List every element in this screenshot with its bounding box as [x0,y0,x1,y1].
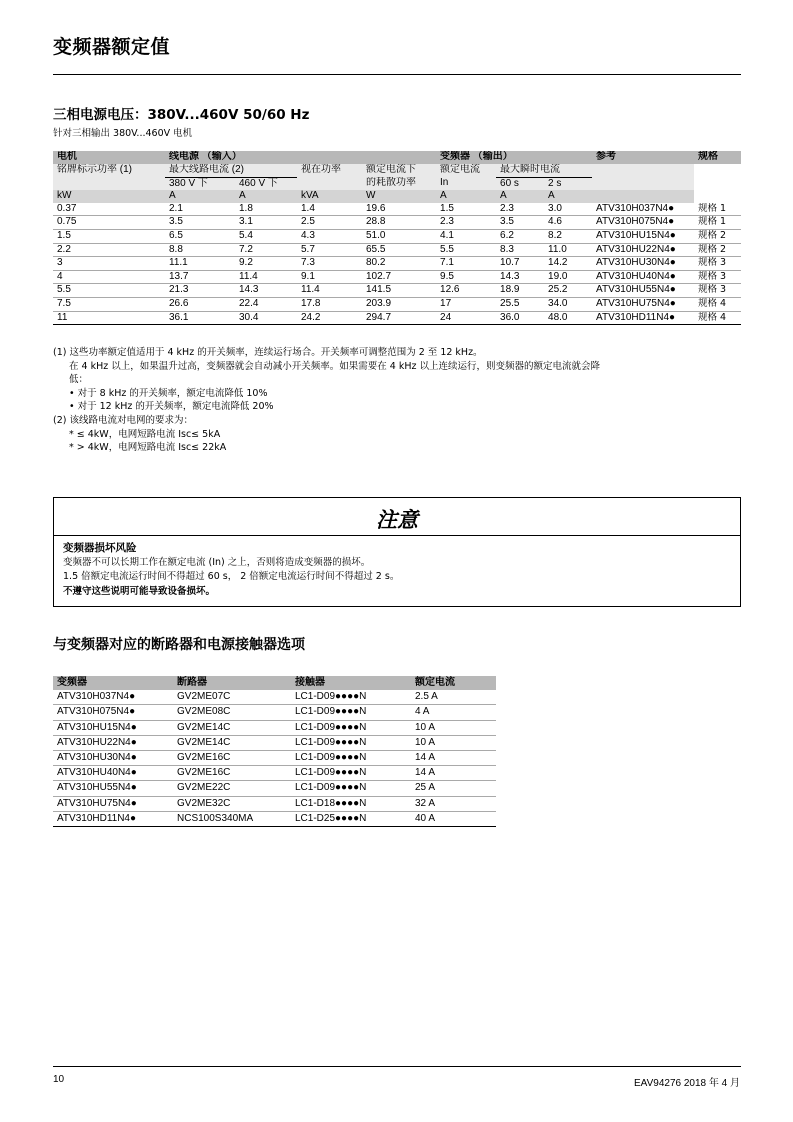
breaker-table-row [53,705,496,720]
cell-dissipated-power: 51.0 [362,229,436,243]
cell-drive: ATV310HU55N4● [53,781,173,796]
footnote-2-item-1: * ≤ 4kW，电网短路电流 Isc≤ 5kA [69,428,221,440]
header-dissipated-power: 额定电流下 [362,164,436,177]
cell-drive: ATV310HU22N4● [53,735,173,750]
cell-drive: ATV310HU30N4● [53,750,173,765]
footnotes [53,346,743,455]
cell-rated-current: 9.5 [436,270,496,284]
cell-rated-current: 40 A [411,811,496,826]
cell-drive: ATV310HD11N4● [53,811,173,826]
cell-power-kw: 7.5 [53,297,165,311]
cell-breaker: NCS100S340MA [173,811,291,826]
caution-heading: 变频器损坏风险 [63,542,137,554]
header-max-line-current: 最大线路电流 (2) [165,164,297,177]
cell-rated-current: 32 A [411,796,496,811]
rating-table-row [53,297,741,311]
cell-power-kw: 11 [53,311,165,325]
cell-current-380v: 6.5 [165,229,235,243]
cell-apparent-power: 4.3 [297,229,362,243]
cell-current-460v: 7.2 [235,243,297,257]
cell-reference: ATV310HU22N4● [592,243,694,257]
cell-drive: ATV310HU40N4● [53,766,173,781]
cell-current-60s: 8.3 [496,243,544,257]
rating-table-row [53,203,741,216]
cell-drive: ATV310HU75N4● [53,796,173,811]
cell-rated-current: 10 A [411,720,496,735]
cell-reference: ATV310HU75N4● [592,297,694,311]
caution-line-1: 变频器不可以长期工作在额定电流 (In) 之上，否则将造成变频器的损坏。 [63,556,371,568]
document-reference: EAV94276 2018 年 4 月 [634,1078,740,1089]
cell-rated-current: 4.1 [436,229,496,243]
cell-current-60s: 14.3 [496,270,544,284]
header-spec: 规格 [694,151,741,164]
cell-spec: 规格 4 [694,311,741,325]
header-rated-power: 铭牌标示功率 (1) [53,164,165,177]
header-blank-ref-2 [592,177,694,190]
unit-kw: kW [53,190,165,203]
caution-line-2: 1.5 倍额定电流运行时间不得超过 60 s， 2 倍额定电流运行时间不得超过 2 s。 [63,571,400,582]
cell-current-2s: 25.2 [544,284,592,298]
unit-w: W [362,190,436,203]
rating-table-row [53,243,741,257]
cell-power-kw: 4 [53,270,165,284]
cell-power-kw: 2.2 [53,243,165,257]
cell-contactor: LC1-D25●●●●N [291,811,411,826]
cell-current-460v: 3.1 [235,216,297,230]
cell-contactor: LC1-D09●●●●N [291,750,411,765]
header-in: In [436,177,496,190]
header-motor: 电机 [53,151,165,164]
header-2s: 2 s [544,177,592,190]
cell-current-2s: 14.2 [544,257,592,271]
header-drive-output: 变频器 （输出） [436,151,592,164]
unit-a-in: A [436,190,496,203]
cell-current-2s: 3.0 [544,203,592,216]
cell-current-60s: 10.7 [496,257,544,271]
rating-table-row [53,229,741,243]
cell-current-380v: 36.1 [165,311,235,325]
cell-spec: 规格 3 [694,270,741,284]
rating-table-row [53,216,741,230]
unit-kva: kVA [297,190,362,203]
cell-current-2s: 8.2 [544,229,592,243]
cell-rated-current: 25 A [411,781,496,796]
cell-power-kw: 0.75 [53,216,165,230]
header-rated-current: 额定电流 [436,164,496,177]
cell-breaker: GV2ME32C [173,796,291,811]
cell-current-2s: 48.0 [544,311,592,325]
cell-dissipated-power: 141.5 [362,284,436,298]
cell-rated-current: 12.6 [436,284,496,298]
cell-current-2s: 11.0 [544,243,592,257]
cell-current-380v: 11.1 [165,257,235,271]
cell-contactor: LC1-D09●●●●N [291,781,411,796]
header-dissipated-power-2: 的耗散功率 [362,177,436,190]
unit-a-2s: A [544,190,592,203]
header-reference: 参考 [592,151,694,164]
header-blank-spec [694,164,741,177]
header-line-supply: 线电源 （输入） [165,151,436,164]
page-number: 10 [53,1074,65,1085]
breaker-contactor-table [53,676,496,827]
caution-divider [54,535,740,536]
table-units-row [53,190,741,203]
header-contactor: 接触器 [291,676,411,690]
footer-divider [53,1066,741,1067]
cell-rated-current: 7.1 [436,257,496,271]
cell-rated-current: 4 A [411,705,496,720]
cell-spec: 规格 1 [694,203,741,216]
cell-current-460v: 9.2 [235,257,297,271]
cell-current-460v: 5.4 [235,229,297,243]
footnote-1-cont: 在 4 kHz 以上，如果温升过高，变频器就会自动减小开关频率。如果需要在 4 kHz 以上连续运行，则变频器的额定电流就会降 [69,360,600,372]
cell-current-380v: 26.6 [165,297,235,311]
rating-table-row [53,270,741,284]
section-title-breakers: 与变频器对应的断路器和电源接触器选项 [53,637,305,653]
cell-dissipated-power: 65.5 [362,243,436,257]
cell-breaker: GV2ME14C [173,735,291,750]
cell-reference: ATV310HU40N4● [592,270,694,284]
rating-table-row [53,284,741,298]
header-blank-power [53,177,165,190]
breaker-table-row [53,735,496,750]
cell-reference: ATV310HU30N4● [592,257,694,271]
cell-reference: ATV310H075N4● [592,216,694,230]
cell-rated-current: 24 [436,311,496,325]
cell-current-380v: 21.3 [165,284,235,298]
caution-box [53,497,741,607]
cell-current-380v: 3.5 [165,216,235,230]
cell-power-kw: 0.37 [53,203,165,216]
breaker-table-row [53,750,496,765]
footnote-1-cont-2: 低： [69,374,89,386]
footnote-2: (2) 该线路电流对电网的要求为： [53,414,193,426]
cell-current-460v: 14.3 [235,284,297,298]
cell-dissipated-power: 28.8 [362,216,436,230]
cell-spec: 规格 2 [694,229,741,243]
footnote-2-item-2: * > 4kW，电网短路电流 Isc≤ 22kA [69,442,227,454]
cell-breaker: GV2ME16C [173,750,291,765]
cell-apparent-power: 1.4 [297,203,362,216]
cell-dissipated-power: 80.2 [362,257,436,271]
table-header-row-3 [53,177,741,190]
cell-drive: ATV310H037N4● [53,690,173,705]
cell-rated-current: 14 A [411,750,496,765]
cell-contactor: LC1-D09●●●●N [291,720,411,735]
cell-reference: ATV310H037N4● [592,203,694,216]
cell-current-380v: 13.7 [165,270,235,284]
header-drive: 变频器 [53,676,173,690]
cell-dissipated-power: 294.7 [362,311,436,325]
cell-reference: ATV310HU15N4● [592,229,694,243]
section-title-power-supply: 三相电源电压：380V...460V 50/60 Hz [53,107,310,123]
header-60s: 60 s [496,177,544,190]
caution-footer: 不遵守这些说明可能导致设备损坏。 [63,585,216,597]
cell-reference: ATV310HD11N4● [592,311,694,325]
cell-apparent-power: 7.3 [297,257,362,271]
unit-blank-ref [592,190,694,203]
cell-breaker: GV2ME22C [173,781,291,796]
cell-contactor: LC1-D09●●●●N [291,766,411,781]
cell-current-2s: 34.0 [544,297,592,311]
cell-rated-current: 14 A [411,766,496,781]
cell-current-460v: 30.4 [235,311,297,325]
cell-apparent-power: 9.1 [297,270,362,284]
breaker-table-row [53,811,496,826]
cell-current-60s: 18.9 [496,284,544,298]
cell-spec: 规格 3 [694,257,741,271]
cell-apparent-power: 17.8 [297,297,362,311]
cell-breaker: GV2ME14C [173,720,291,735]
header-blank-ref [592,164,694,177]
header-apparent-power: 视在功率 [297,164,362,177]
cell-apparent-power: 24.2 [297,311,362,325]
cell-current-380v: 8.8 [165,243,235,257]
page-title: 变频器额定值 [53,36,171,58]
cell-contactor: LC1-D09●●●●N [291,705,411,720]
cell-current-60s: 6.2 [496,229,544,243]
header-blank-spec-2 [694,177,741,190]
cell-current-380v: 2.1 [165,203,235,216]
cell-current-60s: 3.5 [496,216,544,230]
cell-spec: 规格 2 [694,243,741,257]
breaker-table-row [53,690,496,705]
breaker-table-row [53,781,496,796]
breaker-table-row [53,720,496,735]
unit-a-460: A [235,190,297,203]
cell-current-60s: 36.0 [496,311,544,325]
cell-spec: 规格 1 [694,216,741,230]
cell-contactor: LC1-D09●●●●N [291,735,411,750]
cell-current-460v: 1.8 [235,203,297,216]
cell-power-kw: 5.5 [53,284,165,298]
cell-rated-current: 10 A [411,735,496,750]
cell-apparent-power: 2.5 [297,216,362,230]
cell-spec: 规格 4 [694,297,741,311]
cell-reference: ATV310HU55N4● [592,284,694,298]
header-breaker: 断路器 [173,676,291,690]
cell-rated-current: 1.5 [436,203,496,216]
cell-drive: ATV310H075N4● [53,705,173,720]
table-header-row-1 [53,151,741,164]
footnote-1: (1) 这些功率额定值适用于 4 kHz 的开关频率，连续运行场合。开关频率可调整范围为 2 至 12 kHz。 [53,347,483,358]
table-header-row-2 [53,164,741,177]
cell-breaker: GV2ME16C [173,766,291,781]
breaker-table-row [53,766,496,781]
cell-breaker: GV2ME08C [173,705,291,720]
header-max-transient-current: 最大瞬时电流 [496,164,592,177]
cell-power-kw: 1.5 [53,229,165,243]
footnote-bullet-8khz: • 对于 8 kHz 的开关频率，额定电流降低 10% [69,387,268,399]
cell-spec: 规格 3 [694,284,741,298]
cell-current-460v: 11.4 [235,270,297,284]
cell-dissipated-power: 203.9 [362,297,436,311]
cell-current-60s: 25.5 [496,297,544,311]
rating-table-row [53,311,741,325]
cell-current-2s: 4.6 [544,216,592,230]
cell-rated-current: 5.5 [436,243,496,257]
breaker-table-row [53,796,496,811]
cell-current-460v: 22.4 [235,297,297,311]
cell-rated-current: 2.3 [436,216,496,230]
footnote-bullet-12khz: • 对于 12 kHz 的开关频率，额定电流降低 20% [69,401,274,413]
cell-current-2s: 19.0 [544,270,592,284]
breaker-table-header [53,676,496,690]
header-at-460v: 460 V 下 [235,177,297,190]
caution-body [63,541,399,599]
unit-a-60s: A [496,190,544,203]
cell-apparent-power: 5.7 [297,243,362,257]
cell-power-kw: 3 [53,257,165,271]
section-subtitle: 针对三相输出 380V...460V 电机 [53,128,193,139]
drive-rating-table [53,151,741,325]
header-rated-current: 额定电流 [411,676,496,690]
unit-a-380: A [165,190,235,203]
caution-title: 注意 [376,507,418,532]
cell-apparent-power: 11.4 [297,284,362,298]
cell-dissipated-power: 19.6 [362,203,436,216]
header-at-380v: 380 V 下 [165,177,235,190]
cell-dissipated-power: 102.7 [362,270,436,284]
cell-rated-current: 2.5 A [411,690,496,705]
rating-table-row [53,257,741,271]
header-blank-kva [297,177,362,190]
cell-current-60s: 2.3 [496,203,544,216]
cell-breaker: GV2ME07C [173,690,291,705]
unit-blank-spec [694,190,741,203]
title-divider [53,74,741,75]
cell-rated-current: 17 [436,297,496,311]
cell-contactor: LC1-D18●●●●N [291,796,411,811]
cell-contactor: LC1-D09●●●●N [291,690,411,705]
cell-drive: ATV310HU15N4● [53,720,173,735]
